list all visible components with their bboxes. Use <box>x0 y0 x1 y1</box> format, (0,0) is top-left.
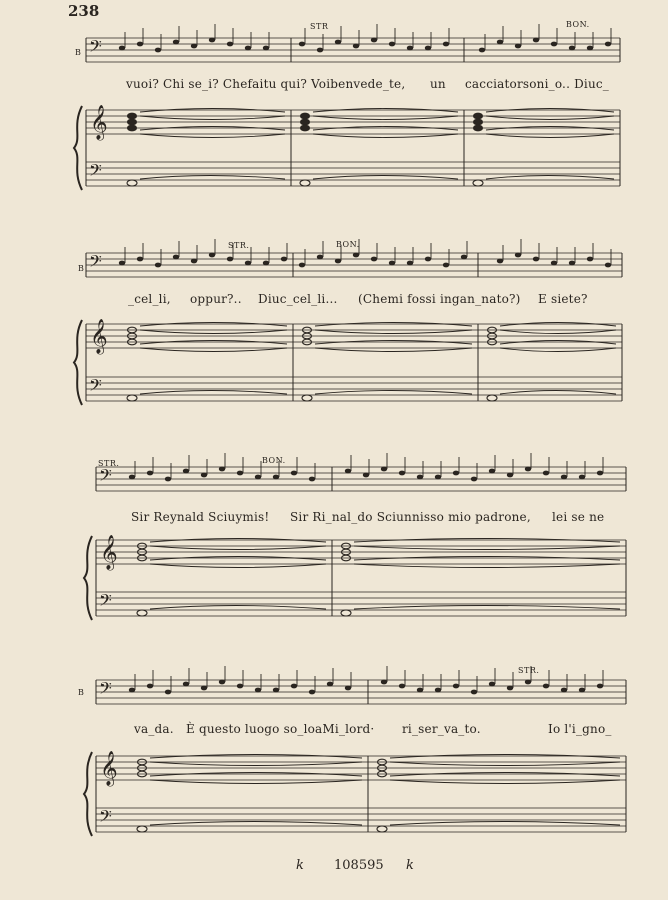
treble-clef-icon: 𝄞 <box>90 105 108 140</box>
note-head <box>551 42 557 47</box>
tie <box>313 134 458 138</box>
lyric-line: cacciatorsoni_o.. Diuc_ <box>465 77 610 91</box>
note-head <box>561 475 567 480</box>
note-head <box>227 42 233 47</box>
tie <box>315 330 472 334</box>
note-head <box>371 257 377 262</box>
bass-note <box>302 395 312 401</box>
treble-clef-icon: 𝄞 <box>90 319 108 354</box>
note-head <box>165 690 171 695</box>
tie <box>315 348 472 352</box>
note-head <box>327 682 333 687</box>
note-head <box>497 40 503 45</box>
voice-label: B <box>78 264 85 273</box>
chord-note <box>128 125 137 131</box>
tie <box>354 546 620 550</box>
note-head <box>389 42 395 47</box>
note-head <box>173 255 179 260</box>
lyric-line: (Chemi fossi ingan_nato?) <box>358 292 521 306</box>
tie <box>390 762 620 766</box>
note-head <box>515 44 521 49</box>
chord-note <box>301 113 310 119</box>
bass-note <box>137 826 147 832</box>
note-head <box>579 475 585 480</box>
bass-note <box>473 180 483 186</box>
note-head <box>443 42 449 47</box>
tie <box>390 780 620 784</box>
note-head <box>417 688 423 693</box>
brace <box>74 320 82 405</box>
note-head <box>129 475 135 480</box>
bass-note <box>300 180 310 186</box>
note-head <box>543 471 549 476</box>
lyric-line: Sir Reynald Sciuymis! <box>131 510 270 524</box>
tie <box>315 391 472 395</box>
note-head <box>165 477 171 482</box>
note-head <box>245 261 251 266</box>
note-head <box>587 46 593 51</box>
page-number: 238 <box>68 2 100 20</box>
note-head <box>129 688 135 693</box>
note-head <box>417 475 423 480</box>
chord-note <box>474 119 483 125</box>
note-head <box>381 680 387 685</box>
bass-note <box>127 180 137 186</box>
bass-note <box>137 610 147 616</box>
note-head <box>263 46 269 51</box>
bass-note <box>127 395 137 401</box>
note-head <box>345 469 351 474</box>
lyric-line: va_da. <box>134 722 174 736</box>
bass-clef-icon: 𝄢 <box>99 465 112 489</box>
speaker-label: BON. <box>566 20 590 29</box>
tie <box>313 176 458 180</box>
note-head <box>389 261 395 266</box>
note-head <box>299 263 305 268</box>
treble-clef-icon: 𝄞 <box>100 535 118 570</box>
tie <box>390 822 620 826</box>
tie <box>140 348 287 352</box>
note-head <box>119 46 125 51</box>
note-head <box>237 471 243 476</box>
note-head <box>507 473 513 478</box>
tie <box>140 391 287 395</box>
note-head <box>353 253 359 258</box>
voice-label: B <box>75 48 82 57</box>
note-head <box>507 686 513 691</box>
speaker-label: BON. <box>336 240 360 249</box>
note-head <box>255 475 261 480</box>
note-head <box>137 257 143 262</box>
note-head <box>183 469 189 474</box>
tie <box>486 134 614 138</box>
chord-note <box>301 119 310 125</box>
note-head <box>435 475 441 480</box>
note-head <box>515 253 521 258</box>
lyric-line: Io l'i_gno_ <box>548 722 612 736</box>
note-head <box>489 682 495 687</box>
note-head <box>335 40 341 45</box>
note-head <box>497 259 503 264</box>
tie <box>150 564 326 568</box>
note-head <box>137 42 143 47</box>
note-head <box>543 684 549 689</box>
lyric-line: un <box>430 77 446 91</box>
speaker-label: BON. <box>262 456 286 465</box>
tie <box>140 330 287 334</box>
note-head <box>399 471 405 476</box>
tie <box>313 116 458 120</box>
plate-number: 108595 <box>334 858 384 873</box>
speaker-label: STR. <box>98 459 120 468</box>
note-head <box>407 46 413 51</box>
bass-note <box>341 610 351 616</box>
brace <box>74 106 82 190</box>
note-head <box>291 684 297 689</box>
note-head <box>255 688 261 693</box>
note-head <box>407 261 413 266</box>
footer-mark-left: k <box>296 858 304 873</box>
note-head <box>605 42 611 47</box>
note-head <box>317 48 323 53</box>
tie <box>150 822 362 826</box>
tie <box>486 176 614 180</box>
bass-clef-icon: 𝄢 <box>99 806 112 830</box>
note-head <box>201 686 207 691</box>
note-head <box>569 261 575 266</box>
bass-clef-icon: 𝄢 <box>99 590 112 614</box>
note-head <box>183 682 189 687</box>
treble-clef-icon: 𝄞 <box>100 751 118 786</box>
note-head <box>525 680 531 685</box>
note-head <box>291 471 297 476</box>
tie <box>140 116 285 120</box>
lyric-line: lei se ne <box>552 510 605 524</box>
note-head <box>579 688 585 693</box>
note-head <box>363 473 369 478</box>
bass-note <box>377 826 387 832</box>
note-head <box>525 467 531 472</box>
speaker-label: STR <box>310 22 329 31</box>
tie <box>500 330 616 334</box>
tie <box>140 176 285 180</box>
lyric-line: È questo luogo so_loaMi_lord· <box>186 722 375 736</box>
note-head <box>471 690 477 695</box>
chord-note <box>128 119 137 125</box>
note-head <box>399 684 405 689</box>
note-head <box>309 477 315 482</box>
note-head <box>281 257 287 262</box>
tie <box>150 762 362 766</box>
note-head <box>435 688 441 693</box>
note-head <box>569 46 575 51</box>
note-head <box>533 38 539 43</box>
note-head <box>237 684 243 689</box>
note-head <box>533 257 539 262</box>
note-head <box>479 48 485 53</box>
tie <box>500 348 616 352</box>
bass-note <box>487 395 497 401</box>
note-head <box>489 469 495 474</box>
lyric-line: vuoi? Chi se_i? Chefaitu qui? Voibenvede_te, <box>126 77 406 91</box>
footer-mark-right: k <box>406 858 414 873</box>
note-head <box>425 257 431 262</box>
lyric-line: Diuc_cel_li... <box>258 292 338 306</box>
note-head <box>245 46 251 51</box>
note-head <box>209 253 215 258</box>
note-head <box>201 473 207 478</box>
bass-clef-icon: 𝄢 <box>99 678 112 702</box>
note-head <box>597 684 603 689</box>
note-head <box>425 46 431 51</box>
bass-clef-icon: 𝄢 <box>89 375 102 399</box>
note-head <box>381 467 387 472</box>
note-head <box>173 40 179 45</box>
bass-clef-icon: 𝄢 <box>89 36 102 60</box>
speaker-label: STR. <box>228 241 250 250</box>
note-head <box>209 38 215 43</box>
note-head <box>309 690 315 695</box>
speaker-label: STR. <box>518 666 540 675</box>
note-head <box>219 680 225 685</box>
lyric-line: _cel_li, <box>128 292 171 306</box>
brace <box>84 752 92 836</box>
note-head <box>299 42 305 47</box>
note-head <box>453 684 459 689</box>
note-head <box>587 257 593 262</box>
lyric-line: Sir Ri_nal_do Sciunnisso mio padrone, <box>290 510 531 524</box>
tie <box>354 606 620 610</box>
note-head <box>147 684 153 689</box>
chord-note <box>128 113 137 119</box>
note-head <box>147 471 153 476</box>
note-head <box>371 38 377 43</box>
note-head <box>227 257 233 262</box>
chord-note <box>474 113 483 119</box>
note-head <box>119 261 125 266</box>
tie <box>140 134 285 138</box>
tie <box>354 564 620 568</box>
note-head <box>345 686 351 691</box>
note-head <box>317 255 323 260</box>
tie <box>150 780 362 784</box>
chord-note <box>301 125 310 131</box>
lyric-line: oppur?.. <box>190 292 242 306</box>
note-head <box>561 688 567 693</box>
note-head <box>335 259 341 264</box>
tie <box>150 606 326 610</box>
brace <box>84 536 92 620</box>
note-head <box>605 263 611 268</box>
note-head <box>191 259 197 264</box>
note-head <box>443 263 449 268</box>
note-head <box>219 467 225 472</box>
bass-clef-icon: 𝄢 <box>89 251 102 275</box>
bass-clef-icon: 𝄢 <box>89 160 102 184</box>
lyric-line: ri_ser_va_to. <box>402 722 481 736</box>
note-head <box>273 475 279 480</box>
note-head <box>263 261 269 266</box>
note-head <box>597 471 603 476</box>
note-head <box>273 688 279 693</box>
note-head <box>191 44 197 49</box>
tie <box>500 391 616 395</box>
chord-note <box>474 125 483 131</box>
note-head <box>453 471 459 476</box>
note-head <box>461 255 467 260</box>
note-head <box>471 477 477 482</box>
note-head <box>155 263 161 268</box>
note-head <box>353 44 359 49</box>
note-head <box>155 48 161 53</box>
note-head <box>551 261 557 266</box>
tie <box>486 116 614 120</box>
lyric-line: E siete? <box>538 292 588 306</box>
tie <box>150 546 326 550</box>
voice-label: B <box>78 688 85 697</box>
